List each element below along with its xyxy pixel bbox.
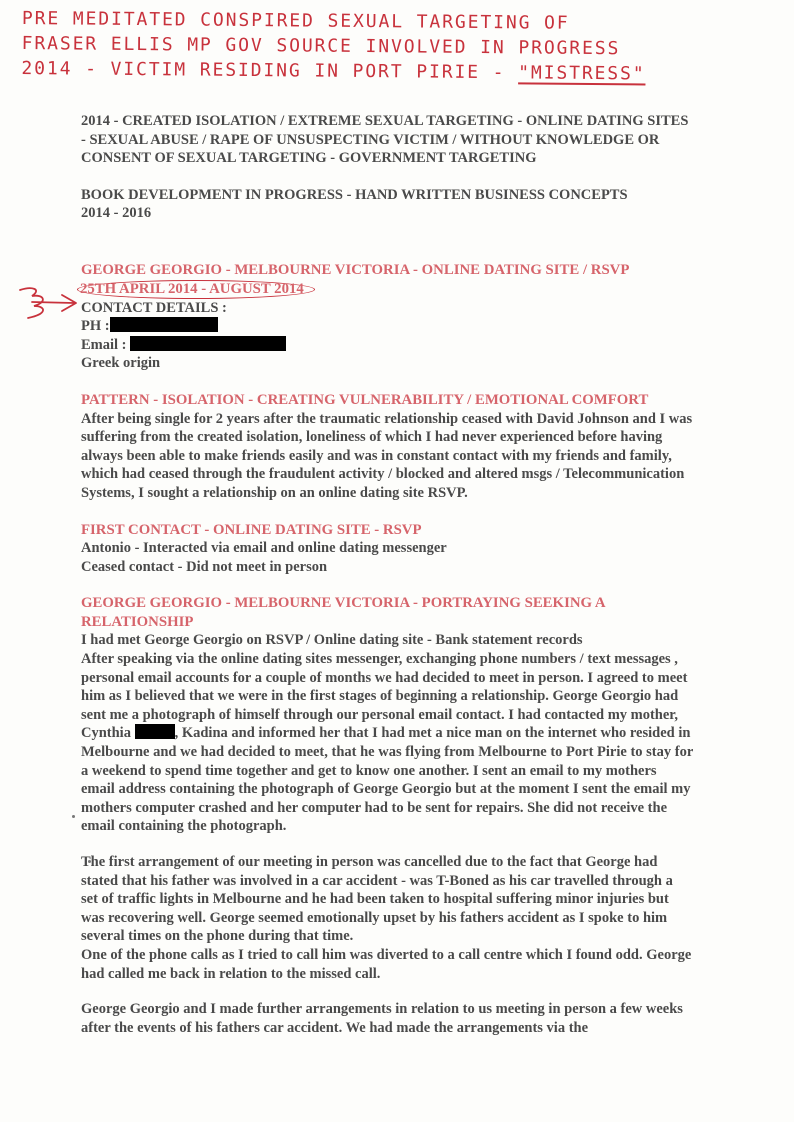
contact-dates-row bbox=[81, 280, 693, 299]
seeking-heading: GEORGE GEORGIO - MELBOURNE VICTORIA - PORTRAYING SEEKING A RELATIONSHIP bbox=[81, 595, 605, 630]
phone-row bbox=[81, 317, 693, 336]
first-contact-line-1: Antonio - Interacted via email and online dating messenger bbox=[81, 540, 447, 557]
document-body bbox=[81, 112, 693, 1037]
book-development-years: 2014 - 2016 bbox=[81, 205, 152, 222]
surname-redaction bbox=[135, 724, 175, 739]
hand-drawn-arrow-icon bbox=[18, 284, 80, 324]
first-contact-heading: FIRST CONTACT - ONLINE DATING SITE - RSVP bbox=[81, 521, 422, 538]
handwritten-line-2: FRASER ELLIS MP GOV SOURCE INVOLVED IN PROGRESS bbox=[21, 32, 621, 60]
contact-dates-circled: 25TH APRIL 2014 - AUGUST 2014 bbox=[77, 280, 315, 299]
phone-label: PH : bbox=[81, 318, 110, 335]
email-redaction bbox=[130, 336, 286, 351]
contact-details-label: CONTACT DETAILS : bbox=[81, 299, 227, 316]
book-development-line: BOOK DEVELOPMENT IN PROGRESS - HAND WRITTEN BUSINESS CONCEPTS bbox=[81, 186, 628, 203]
seeking-paragraph bbox=[81, 650, 693, 836]
contact-heading: GEORGE GEORGIO - MELBOURNE VICTORIA - ONLINE DATING SITE / RSVP bbox=[81, 261, 630, 278]
seeking-paragraph-part-b: , Kadina and informed her that I had met a nice man on the internet who resided in Melbourne and we had decided to meet, that he was flying from Melbourne to Port Pirie to stay for a weekend to spend time together and get to know one another. I sent an email to my mothers email address containing the photograph of George Georgio but at the moment I sent the email my mothers computer crashed and her computer had to be sent for repairs. She did not receive the email containing the photograph. bbox=[81, 725, 694, 835]
email-row bbox=[81, 336, 693, 355]
first-contact-line-2: Ceased contact - Did not meet in person bbox=[81, 558, 328, 575]
pattern-body: After being single for 2 years after the traumatic relationship ceased with David Johnson and I was suffering from the created isolation, loneliness of which I had never experienced before having always been able to make friends easily and was in constant contact with my friends and family, which had ceased through the fraudulent activity / blocked and altered msgs / Telecommunication Systems, I sought a relationship on an online dating site RSVP. bbox=[81, 410, 693, 501]
seeking-paragraph-part-a: After speaking via the online dating sites messenger, exchanging phone numbers / text messages , personal email accounts for a couple of months we had decided to meet in person. I agreed to meet him as I believed that we were in the first stages of beginning a relationship. George Georgio had sent me a photograph of himself through our personal email contact. I had contacted my mother, Cynthia bbox=[81, 651, 688, 742]
first-arrangement-paragraph: The first arrangement of our meeting in person was cancelled due to the fact that George had stated that his father was involved in a car accident - was T-Boned as his car travelled through a set of traffic lights in Melbourne and he had been taken to hospital suffering minor injuries but was recovering well. George seemed emotionally upset by his fathers accident as I spoke to him several times on the phone during that time. bbox=[81, 854, 673, 945]
origin-line: Greek origin bbox=[81, 355, 161, 372]
seeking-line-1: I had met George Georgio on RSVP / Online dating site - Bank statement records bbox=[81, 632, 583, 649]
email-label: Email : bbox=[81, 336, 127, 353]
pattern-heading: PATTERN - ISOLATION - CREATING VULNERABILITY / EMOTIONAL COMFORT bbox=[81, 391, 649, 408]
phone-redaction bbox=[110, 317, 218, 332]
handwritten-note bbox=[21, 6, 792, 88]
phone-call-paragraph: One of the phone calls as I tried to call him was diverted to a call centre which I found odd. George had called me back in relation to the missed call. bbox=[81, 946, 692, 982]
intro-summary: 2014 - CREATED ISOLATION / EXTREME SEXUAL TARGETING - ONLINE DATING SITES - SEXUAL ABUSE / RAPE OF UNSUSPECTING VICTIM / WITHOUT KNOWLEDGE OR CONSENT OF SEXUAL TARGETING - GOVERNMENT TARGETING bbox=[81, 113, 689, 167]
handwritten-line-1: PRE MEDITATED CONSPIRED SEXUAL TARGETING OF bbox=[21, 7, 570, 34]
mistress-underlined: "MISTRESS" bbox=[518, 62, 646, 85]
further-arrangements-paragraph: George Georgio and I made further arrangements in relation to us meeting in person a few weeks after the events of his fathers car accident. We had made the arrangements via the bbox=[81, 1001, 683, 1036]
handwritten-line-3-text: 2014 - VICTIM RESIDING IN PORT PIRIE - bbox=[21, 57, 519, 84]
scan-speck bbox=[72, 815, 75, 818]
handwritten-line-3 bbox=[21, 56, 791, 88]
